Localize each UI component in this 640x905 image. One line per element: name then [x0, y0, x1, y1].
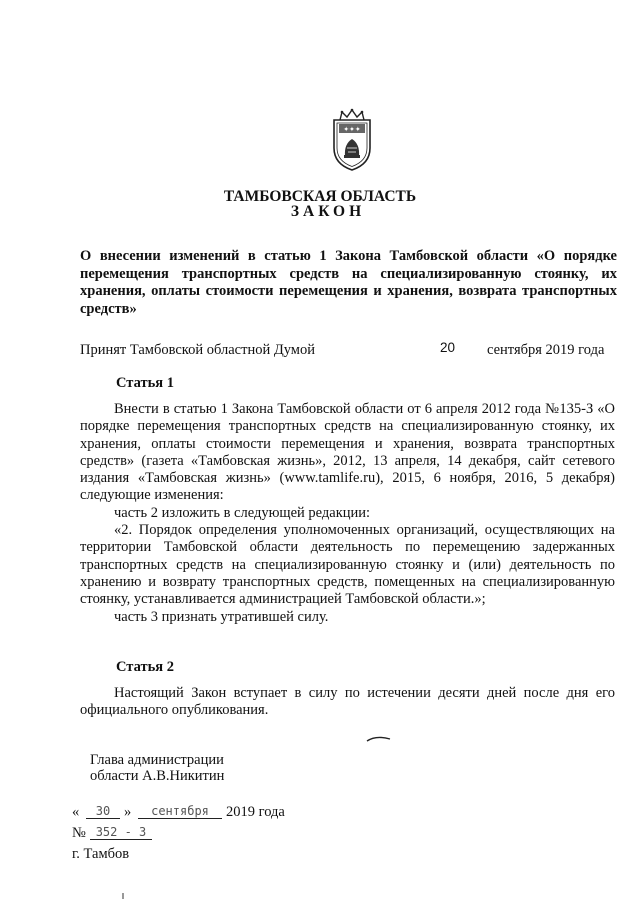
signature-block — [90, 752, 224, 784]
signature-position: Глава администрации — [90, 752, 224, 768]
law-number-value: 352 - З — [90, 825, 152, 840]
article-2-text: Настоящий Закон вступает в силу по истечении десяти дней после дня его официального опубликования. — [80, 685, 615, 719]
article-1-quote: «2. Порядок определения уполномоченных организаций, осуществляющих на территории Тамбовской области деятельность по перемещению задержанных транспортных средств на специализированную стоянку и (или) деятельность по хранению и возврату транспортных средств, помещенных на специализированную стоянку, устанавливается администрацией Тамбовской области.»; — [80, 522, 615, 608]
signing-day: 30 — [86, 804, 120, 819]
signature-mark — [366, 734, 392, 744]
document-type: ЗАКОН — [290, 203, 366, 220]
article-2-body — [80, 685, 615, 720]
signing-year: 2019 года — [226, 804, 285, 820]
signing-month: сентября — [138, 804, 222, 819]
law-title: О внесении изменений в статью 1 Закона Тамбовской области «О порядке перемещения транспортных средств на специализированную стоянку, их хранения, оплаты стоимости перемещения и хранения, возврата транспортных средств» — [80, 248, 617, 317]
signing-city: г. Тамбов — [72, 846, 130, 862]
scan-artifact — [122, 893, 124, 899]
article-2-heading: Статья 2 — [116, 659, 174, 675]
article-1-item-1: часть 2 изложить в следующей редакции: — [114, 504, 371, 521]
adoption-month-year: сентября 2019 года — [487, 342, 605, 358]
date-open-quote: « — [72, 804, 80, 820]
number-sign: № — [72, 825, 86, 841]
article-1-item-2: часть 3 признать утратившей силу. — [114, 608, 329, 625]
svg-text:✦✦✦: ✦✦✦ — [343, 125, 361, 134]
tambov-coat-of-arms-icon — [326, 108, 378, 172]
date-close-quote: » — [124, 804, 132, 820]
article-1-heading: Статья 1 — [116, 375, 174, 391]
article-1-body — [80, 401, 615, 626]
adoption-label: Принят Тамбовской областной Думой — [80, 342, 315, 358]
adoption-day: 20 — [440, 340, 456, 355]
signature-name: области А.В.Никитин — [90, 768, 225, 784]
article-1-intro: Внести в статью 1 Закона Тамбовской области от 6 апреля 2012 года №135-З «О порядке перемещения транспортных средств на специализированную стоянку, их хранения, оплаты стоимости перемещения и хранения, возврата транспортных средств» (газета «Тамбовская жизнь», 2012, 13 апреля, 14 декабря, сайт сетевого издания «Тамбовская жизнь» (www.tamlife.ru), 2015, 6 ноября, 2016, 5 декабря) следующие изменения: — [80, 401, 615, 504]
region-name: ТАМБОВСКАЯ ОБЛАСТЬ — [223, 188, 417, 205]
